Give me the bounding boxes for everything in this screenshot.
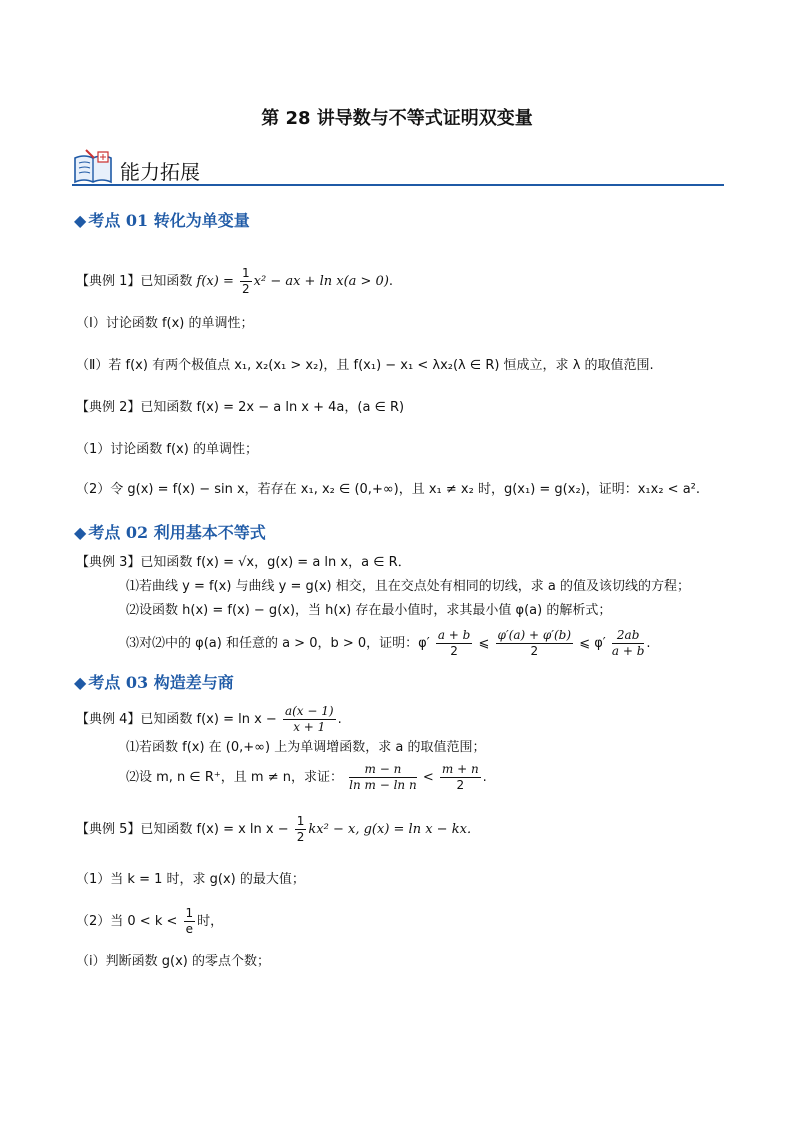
example-2-q1: （1）讨论函数 f(x) 的单调性；	[76, 442, 258, 457]
fraction: $\frac{\varphi'(a) + \varphi'(b)}{2}$	[497, 628, 572, 658]
point-03-heading: ◆ 考点 03 构造差与商	[74, 673, 234, 692]
example-5-q2: （2）当 0 < k < $\frac{1}{e}$ 时，	[76, 906, 224, 936]
example-2-q2: （2）令 g(x) = f(x) − sin x，若存在 x₁, x₂ ∈ (0,+∞)，且 x₁ ≠ x₂ 时，g(x₁) = g(x₂)，证明：x₁x₂ < a².	[76, 482, 701, 497]
page-title: 第 28 讲导数与不等式证明双变量	[261, 108, 533, 129]
example-3-intro: 【典例 3】已知函数 f(x) = √x，g(x) = a ln x，a ∈ R．	[76, 555, 411, 570]
fraction: $\frac{m - n}{\text{ln m − ln n}}$	[349, 762, 417, 792]
example-4-q2: ⑵设 m, n ∈ R⁺，且 m ≠ n，求证： $\frac{m - n}{\text{ln m − ln n}}$ < $\frac{m + n}{2}$ .	[126, 762, 487, 792]
example-3-q1: ⑴若曲线 y = f(x) 与曲线 y = g(x) 相交，且在交点处有相同的切线，求 a 的值及该切线的方程；	[126, 579, 690, 594]
section-rule	[72, 184, 724, 186]
fraction: $\frac{a(x - 1)}{x + 1}$	[284, 704, 334, 734]
diamond-icon: ◆	[74, 211, 87, 230]
diamond-icon: ◆	[74, 673, 87, 692]
fraction: $\frac{2ab}{a + b}$	[611, 628, 645, 658]
fraction: $\frac{m + n}{2}$	[441, 762, 479, 792]
example-1-q2: （Ⅱ）若 f(x) 有两个极值点 x₁, x₂(x₁ > x₂)，且 f(x₁) − x₁ < λx₂(λ ∈ R) 恒成立，求 λ 的取值范围.	[76, 358, 654, 373]
example-4-intro: 【典例 4】已知函数 f(x) = ln x − $\frac{a(x - 1)}{x + 1}$ .	[76, 704, 342, 734]
fraction: $\frac{1}{2}$	[242, 266, 250, 296]
example-5-intro: 【典例 5】已知函数 f(x) = x ln x − $\frac{1}{2}$ kx² − x, g(x) = ln x − kx．	[76, 814, 480, 844]
example-1-q1: （Ⅰ）讨论函数 f(x) 的单调性；	[76, 316, 254, 331]
example-5-q2-i: （i）判断函数 g(x) 的零点个数；	[76, 954, 270, 969]
book-icon	[72, 148, 114, 186]
example-3-q2: ⑵设函数 h(x) = f(x) − g(x)，当 h(x) 存在最小值时，求其最小值 φ(a) 的解析式；	[126, 603, 612, 618]
example-4-q1: ⑴若函数 f(x) 在 (0,+∞) 上为单调增函数，求 a 的取值范围；	[126, 740, 486, 755]
diamond-icon: ◆	[74, 523, 87, 542]
point-01-heading: ◆ 考点 01 转化为单变量	[74, 211, 250, 230]
point-02-heading: ◆ 考点 02 利用基本不等式	[74, 523, 266, 542]
section-header	[72, 148, 724, 188]
fraction: $\frac{1}{e}$	[185, 906, 194, 936]
example-5-q1: （1）当 k = 1 时，求 g(x) 的最大值；	[76, 872, 305, 887]
example-3-q3: ⑶对⑵中的 φ(a) 和任意的 a > 0，b > 0，证明：φ′ $\frac{a + b}{2}$ ⩽ $\frac{\varphi'(a) + \varphi'(b)}{2}$ ⩽ φ′ $\frac{2ab}{a + b}$ .	[126, 628, 651, 658]
example-1-intro: 【典例 1】已知函数 f(x) = $\frac{1}{2}$ x² − ax + ln x(a > 0).	[76, 266, 394, 296]
fraction: $\frac{a + b}{2}$	[437, 628, 471, 658]
section-title: 能力拓展	[120, 160, 200, 184]
fraction: $\frac{1}{2}$	[296, 814, 305, 844]
example-2-intro: 【典例 2】已知函数 f(x) = 2x − a ln x + 4a，(a ∈ R)	[76, 400, 405, 415]
